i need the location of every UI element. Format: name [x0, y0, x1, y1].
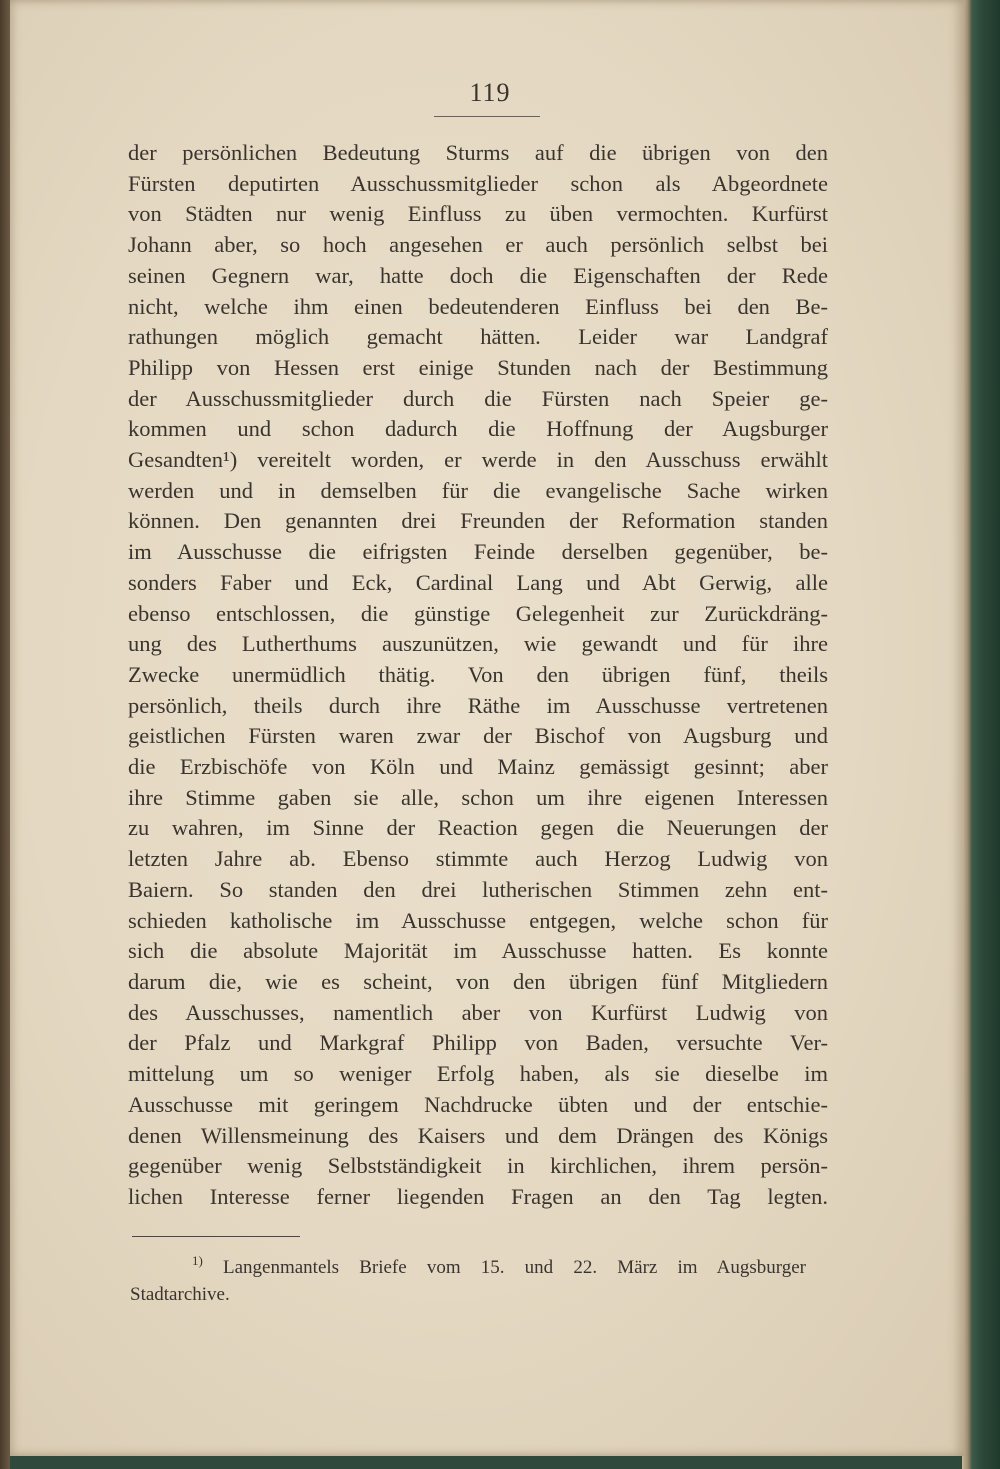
text-line: nicht, welche ihm einen bedeutenderen Einfluss bei den Be-	[128, 293, 828, 319]
text-line: im Ausschusse die eifrigsten Feinde derselben gegenüber, be-	[128, 539, 828, 565]
text-line: können. Den genannten drei Freunden der Reformation standen	[128, 508, 828, 534]
text-line: der persönlichen Bedeutung Sturms auf die übrigen von den	[128, 140, 828, 165]
footnote-marker: 1)	[192, 1253, 203, 1268]
text-line: Johann aber, so hoch angesehen er auch persönlich selbst bei	[128, 232, 828, 258]
text-line: gegenüber wenig Selbstständigkeit in kirchlichen, ihrem persön-	[128, 1153, 828, 1179]
text-line: der Ausschussmitglieder durch die Fürsten nach Speier ge-	[128, 385, 828, 411]
page-sheet	[10, 0, 964, 1456]
text-line: persönlich, theils durch ihre Räthe im Ausschusse vertretenen	[128, 692, 828, 718]
text-line: ung des Lutherthums auszunützen, wie gewandt und für ihre	[128, 631, 828, 657]
page-number-rule	[434, 112, 540, 117]
right-binding-edge	[962, 0, 1000, 1469]
text-line: des Ausschusses, namentlich aber von Kurfürst Ludwig von	[128, 999, 828, 1025]
text-line: schieden katholische im Ausschusse entgegen, welche schon für	[128, 907, 828, 933]
text-line: zu wahren, im Sinne der Reaction gegen die Neuerungen der	[128, 815, 828, 841]
text-line: die Erzbischöfe von Köln und Mainz gemässigt gesinnt; aber	[128, 754, 828, 780]
page-number: 119	[469, 78, 511, 107]
text-line: von Städten nur wenig Einfluss zu üben vermochten. Kurfürst	[128, 201, 828, 227]
text-line: werden und in demselben für die evangelische Sache wirken	[128, 477, 828, 503]
text-line: der Pfalz und Markgraf Philipp von Baden, versuchte Ver-	[128, 1030, 828, 1056]
text-line: sonders Faber und Eck, Cardinal Lang und Abt Gerwig, alle	[128, 569, 828, 595]
text-line: Zwecke unermüdlich thätig. Von den übrigen fünf, theils	[128, 661, 828, 687]
footnote-text: Langenmantels Briefe vom 15. und 22. März im Augsburger	[223, 1257, 806, 1278]
footnote-line: Stadtarchive.	[130, 1284, 230, 1305]
footnote-line	[130, 1254, 806, 1281]
left-binding-edge	[0, 0, 10, 1469]
text-line: darum die, wie es scheint, von den übrigen fünf Mitgliedern	[128, 968, 828, 994]
text-line: lichen Interesse ferner liegenden Fragen an den Tag legten.	[128, 1183, 828, 1209]
text-line: Fürsten deputirten Ausschussmitglieder schon als Abgeordnete	[128, 170, 828, 196]
text-line: sich die absolute Majorität im Ausschusse hatten. Es konnte	[128, 938, 828, 964]
text-line: Philipp von Hessen erst einige Stunden nach der Bestimmung	[128, 354, 828, 380]
text-line: letzten Jahre ab. Ebenso stimmte auch Herzog Ludwig von	[128, 846, 828, 872]
text-line: kommen und schon dadurch die Hoffnung der Augsburger	[128, 416, 828, 442]
footnote	[130, 1254, 806, 1308]
text-line: mittelung um so weniger Erfolg haben, als sie dieselbe im	[128, 1061, 828, 1087]
text-line: rathungen möglich gemacht hätten. Leider war Landgraf	[128, 324, 828, 350]
text-line: geistlichen Fürsten waren zwar der Bischof von Augsburg und	[128, 723, 828, 749]
text-line: ihre Stimme gaben sie alle, schon um ihre eigenen Interessen	[128, 784, 828, 810]
text-line: Gesandten¹) vereitelt worden, er werde in den Ausschuss erwählt	[128, 447, 828, 473]
text-line: Baiern. So standen den drei lutherischen Stimmen zehn ent-	[128, 876, 828, 902]
text-line: Ausschusse mit geringem Nachdrucke übten und der entschie-	[128, 1091, 828, 1117]
text-line: denen Willensmeinung des Kaisers und dem Drängen des Königs	[128, 1122, 828, 1148]
body-text	[128, 138, 828, 1213]
text-line: seinen Gegnern war, hatte doch die Eigenschaften der Rede	[128, 262, 828, 288]
footnote-rule	[132, 1236, 300, 1237]
text-line: ebenso entschlossen, die günstige Gelegenheit zur Zurückdräng-	[128, 600, 828, 626]
